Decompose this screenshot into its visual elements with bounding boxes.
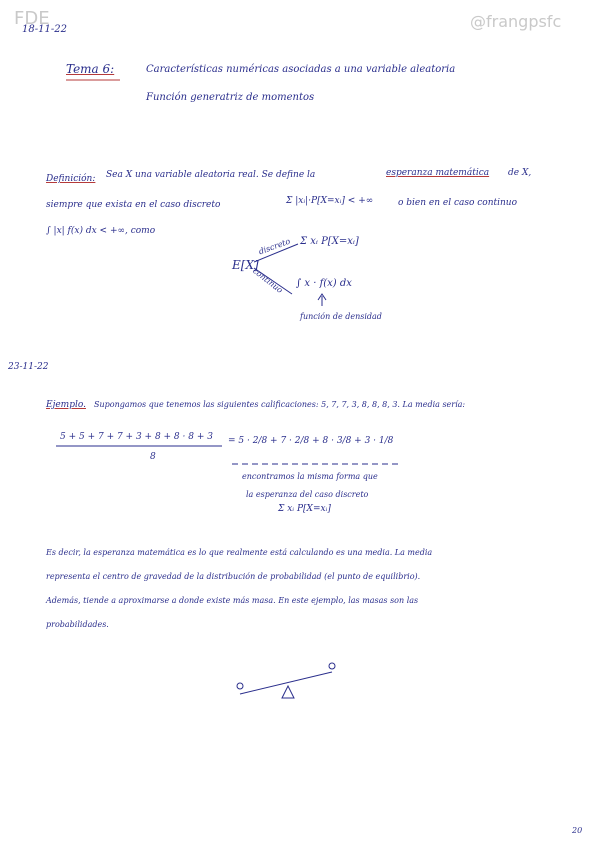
page-number: 20 (572, 826, 583, 835)
example-note-2: la esperanza del caso discreto (246, 490, 369, 499)
example-note-1: encontramos la misma forma que (242, 472, 378, 481)
paragraph-line-2: representa el centro de gravedad de la distribución de probabilidad (el punto de equilibrio). (46, 572, 421, 581)
example-line-1: Supongamos que tenemos las siguientes calificaciones: 5, 7, 7, 3, 8, 8, 8, 3. La media sería: (94, 400, 466, 409)
watermark-left: FDE (14, 8, 50, 29)
title-line-2: Función generatriz de momentos (146, 92, 315, 103)
example-label: Ejemplo. (46, 400, 86, 410)
header-date: 18-11-22 (22, 24, 67, 35)
fraction-denominator: 8 (150, 452, 156, 462)
branch-discrete-label: discreto (257, 236, 292, 257)
fraction-numerator: 5 + 5 + 7 + 7 + 3 + 8 + 8 · 8 + 3 (60, 432, 213, 442)
branch-continuous-label: continuo (250, 266, 285, 295)
example-note-formula: Σ xᵢ P[X=xᵢ] (278, 504, 331, 514)
definition-label: Definición: (46, 174, 96, 184)
definition-highlight: esperanza matemática (386, 168, 490, 178)
density-label: función de densidad (300, 312, 382, 321)
paragraph-line-1: Es decir, la esperanza matemática es lo que realmente está calculando es una media. La media (46, 548, 433, 557)
definition-line-1: Sea X una variable aleatoria real. Se define la (106, 170, 316, 180)
second-date: 23-11-22 (8, 362, 49, 372)
paragraph-line-4: probabilidades. (46, 620, 109, 629)
definition-line-1-end: de X, (508, 168, 532, 178)
paragraph-line-3: Además, tiende a aproximarse a donde existe más masa. En este ejemplo, las masas son las (46, 596, 419, 605)
definition-line-2: siempre que exista en el caso discreto (46, 200, 221, 210)
continuous-integral-formula: ∫ x · f(x) dx (296, 278, 352, 289)
definition-line-2-formula: Σ |xᵢ|·P[X=xᵢ] < +∞ (286, 196, 374, 206)
watermark-right: @frangpsfc (470, 12, 562, 31)
definition-line-2-end: o bien en el caso continuo (398, 198, 518, 208)
fraction-rhs: = 5 · 2/8 + 7 · 2/8 + 8 · 3/8 + 3 · 1/8 (228, 436, 394, 446)
expectation-symbol: E[X] (232, 258, 259, 272)
definition-line-3: ∫ |x| f(x) dx < +∞, como (46, 226, 156, 236)
topic-label: Tema 6: (66, 62, 115, 76)
discrete-sum-formula: Σ xᵢ P[X=xᵢ] (300, 236, 359, 247)
title-line-1: Características numéricas asociadas a una variable aleatoria (146, 64, 456, 75)
